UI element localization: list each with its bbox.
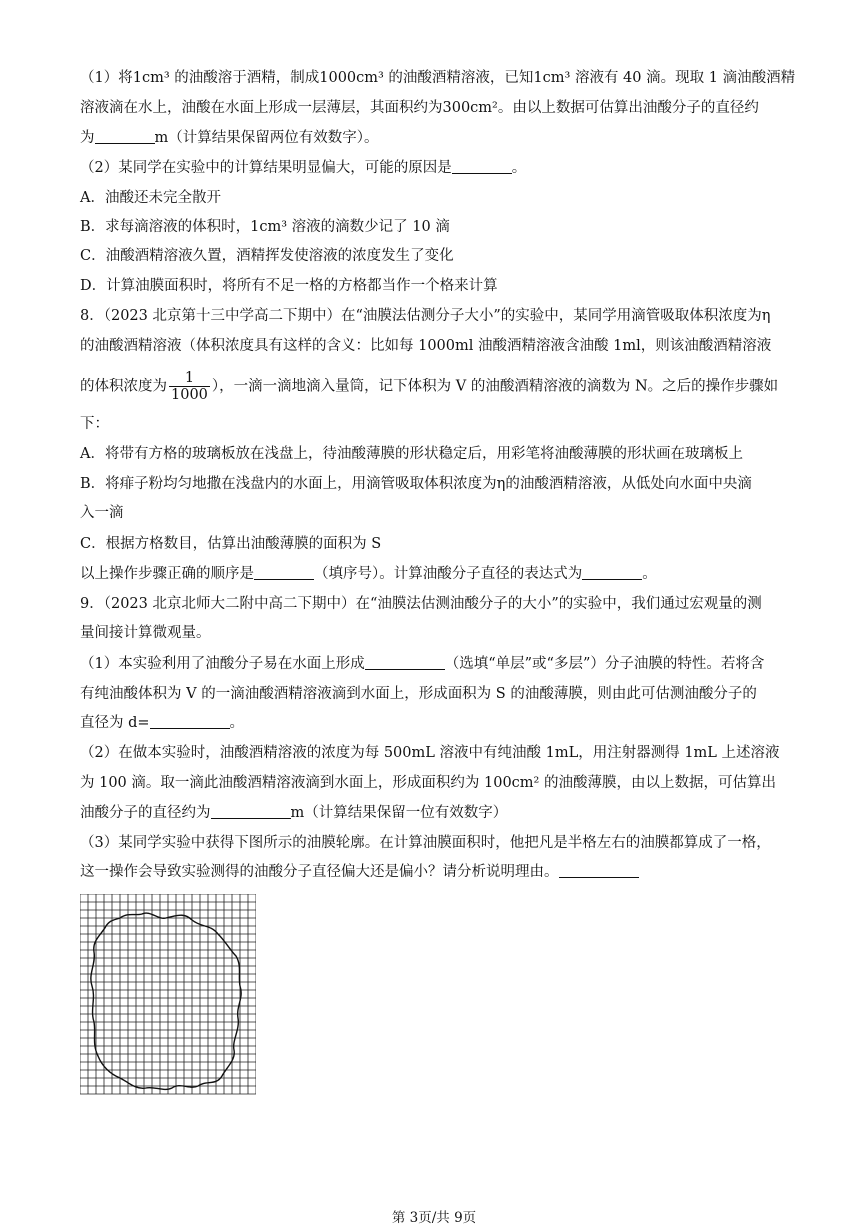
q7-part2-end: 。 [511, 160, 527, 176]
oil-film-grid-figure [80, 894, 256, 1100]
q8-step-b-line2: 入一滴 [80, 505, 124, 521]
fraction-denominator: 1000 [171, 387, 208, 403]
q9-part2-line1: （2）在做本实验时，油酸酒精溶液的浓度为每 500mL 溶液中有纯油酸 1mL，用注射器测得 1mL 上述溶液 [80, 745, 780, 761]
q9-part2-line3-a: 油酸分子的直径约为 [80, 805, 211, 821]
q8-question-a: 以上操作步骤正确的顺序是 [80, 566, 254, 582]
q7-part1-line3-prefix: 为 [80, 130, 95, 146]
q7-option-c: C．油酸酒精溶液久置，酒精挥发使溶液的浓度发生了变化 [80, 248, 454, 264]
answer-blank[interactable] [452, 159, 512, 174]
answer-blank[interactable] [559, 863, 639, 878]
q8-line1: 8．（2023 北京第十三中学高二下期中）在“油膜法估测分子大小”的实验中，某同学用滴管吸取体积浓度为η [80, 308, 771, 324]
q9-part2-line3 [80, 803, 800, 823]
q9-part1-line3-a: 直径为 d= [80, 715, 150, 731]
q8-line4: 下： [80, 416, 109, 432]
q7-option-d: D．计算油膜面积时，将所有不足一格的方格都当作一个格来计算 [80, 278, 498, 294]
q7-part1-line3-suffix: m（计算结果保留两位有效数字）。 [154, 130, 379, 146]
q9-part1-line3 [80, 713, 800, 733]
q7-part2-text: （2）某同学在实验中的计算结果明显偏大，可能的原因是 [80, 160, 452, 176]
q7-option-b: B．求每滴溶液的体积时，1cm³ 溶液的滴数少记了 10 滴 [80, 219, 450, 235]
q8-line3-prefix: 的体积浓度为 [80, 378, 167, 395]
q9-line2: 量间接计算微观量。 [80, 625, 211, 641]
q7-part1-line2: 溶液滴在水上，油酸在水面上形成一层薄层，其面积约为300cm²。由以上数据可估算出油酸分子的直径约 [80, 100, 759, 116]
q9-part1-a: （1）本实验利用了油酸分子易在水面上形成 [80, 656, 365, 672]
q7-part2 [80, 158, 800, 178]
q9-part1-line2: 有纯油酸体积为 V 的一滴油酸酒精溶液滴到水面上，形成面积为 S 的油酸薄膜，则由此可估测油酸分子的 [80, 686, 757, 702]
fraction [169, 370, 210, 403]
answer-blank[interactable] [150, 714, 230, 729]
q9-part2-line3-b: m（计算结果保留一位有效数字） [290, 805, 508, 821]
q8-line3-suffix: ），一滴一滴地滴入量筒，记下体积为 V 的油酸酒精溶液的滴数为 N。之后的操作步骤如 [211, 378, 779, 395]
q9-part2-line2: 为 100 滴。取一滴此油酸酒精溶液滴到水面上，形成面积约为 100cm² 的油酸薄膜，由以上数据，可估算出 [80, 775, 776, 791]
answer-blank[interactable] [95, 129, 155, 144]
q8-question-c: 。 [642, 566, 657, 582]
q9-part1-b: （选填“单层”或“多层”）分子油膜的特性。若将含 [444, 656, 765, 672]
q9-part3-line2-text: 这一操作会导致实验测得的油酸分子直径偏大还是偏小？请分析说明理由。 [80, 864, 559, 880]
q7-option-a: A．油酸还未完全散开 [80, 190, 221, 206]
page-footer: 第 3页/共 9页 [391, 1210, 477, 1226]
answer-blank[interactable] [211, 804, 291, 819]
answer-blank[interactable] [365, 655, 445, 670]
q9-line1: 9．（2023 北京北师大二附中高二下期中）在“油膜法估测油酸分子的大小”的实验中，我们通过宏观量的测 [80, 596, 762, 612]
q8-step-a: A．将带有方格的玻璃板放在浅盘上，待油酸薄膜的形状稳定后，用彩笔将油酸薄膜的形状画在玻璃板上 [80, 446, 743, 462]
q8-step-c: C．根据方格数目，估算出油酸薄膜的面积为 S [80, 536, 382, 552]
q8-line3 [80, 370, 800, 403]
q7-part1-line1: （1）将1cm³ 的油酸溶于酒精，制成1000cm³ 的油酸酒精溶液，已知1cm³ 溶液有 40 滴。现取 1 滴油酸酒精 [80, 70, 796, 86]
q9-part1-line3-b: 。 [229, 715, 245, 731]
answer-blank[interactable] [254, 565, 314, 580]
q9-part3-line2 [80, 862, 800, 882]
q7-part1-line3 [80, 128, 800, 148]
oil-film-outline [91, 913, 241, 1089]
q8-question [80, 564, 800, 584]
answer-blank[interactable] [582, 565, 642, 580]
fraction-numerator: 1 [169, 370, 210, 387]
q8-question-b: （填序号）。计算油酸分子直径的表达式为 [314, 566, 583, 582]
q8-line2: 的油酸酒精溶液（体积浓度具有这样的含义：比如每 1000ml 油酸酒精溶液含油酸 1ml，则该油酸酒精溶液 [80, 338, 772, 354]
q8-step-b-line1: B．将痱子粉均匀地撒在浅盘内的水面上，用滴管吸取体积浓度为η的油酸酒精溶液，从低处向水面中央滴 [80, 476, 752, 492]
q9-part3-line1: （3）某同学实验中获得下图所示的油膜轮廓。在计算油膜面积时，他把凡是半格左右的油膜都算成了一格， [80, 835, 771, 851]
q9-part1-line1 [80, 654, 800, 674]
